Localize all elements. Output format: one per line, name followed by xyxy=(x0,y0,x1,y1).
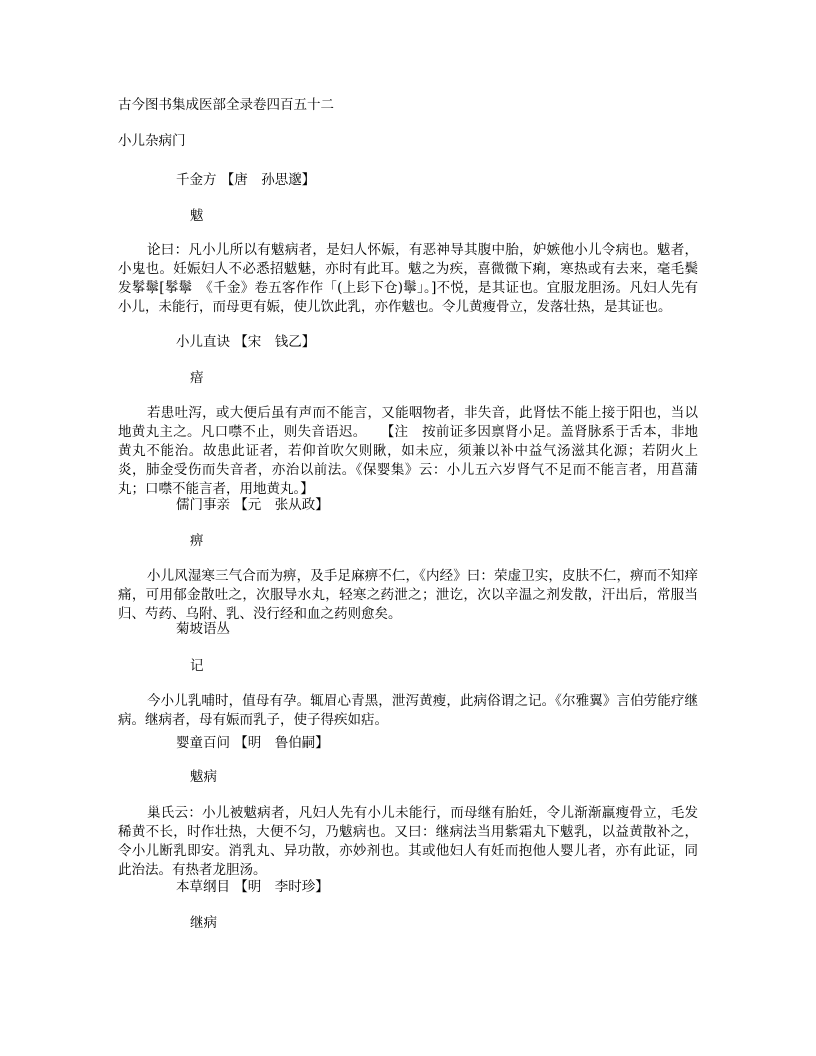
source-heading: 千金方 【唐 孙思邈】 xyxy=(176,172,316,188)
body-paragraph: 论曰：凡小儿所以有魃病者，是妇人怀娠，有恶神导其腹中胎，妒嫉他小儿令病也。魃者，小鬼也。妊娠妇人不必悉招魃魅，亦时有此耳。魃之为疾，喜微微下痢，寒热或有去来，毫毛鬓发鬇鬡[鬇鬡 《千金》卷五客作作「(上髟下仓)鬡」。]不悦，是其证也。宜服龙胆汤。凡妇人先有小儿，未能行，而母更有娠，使儿饮此乳，亦作魃也。令儿黄瘦骨立，发落壮热，是其证也。 xyxy=(118,242,698,315)
topic-heading: 魃病 xyxy=(190,769,217,785)
body-paragraph: 小儿风湿寒三气合而为痹，及手足麻痹不仁，《内经》曰：荣虚卫实，皮肤不仁，痹而不知痒痛，可用郁金散吐之，次服导水丸，轻寒之药泄之；泄讫，次以辛温之剂发散，汗出后，常服当归、芍药、乌附、乳、没行经和血之药则愈矣。 xyxy=(118,568,698,622)
topic-heading: 瘖 xyxy=(190,370,204,386)
topic-heading: 痹 xyxy=(190,533,204,549)
source-heading: 儒门事亲 【元 张从政】 xyxy=(176,497,329,513)
source-heading: 婴童百问 【明 鲁伯嗣】 xyxy=(176,735,329,751)
section-title: 小儿杂病门 xyxy=(118,133,186,149)
topic-heading: 魃 xyxy=(190,208,204,224)
book-title: 古今图书集成医部全录卷四百五十二 xyxy=(118,97,334,113)
source-heading: 菊坡语丛 xyxy=(176,621,230,637)
body-paragraph: 巢氏云：小儿被魃病者，凡妇人先有小儿未能行，而母继有胎妊，令儿渐渐羸瘦骨立，毛发稀黄不长，时作壮热，大便不匀，乃魃病也。又曰：继病法当用紫霜丸下魃乳，以益黄散补之，令小儿断乳即安。消乳丸、异功散，亦妙剂也。其或他妇人有妊而抱他人婴儿者，亦有此证，同此治法。有热者龙胆汤。 xyxy=(118,805,698,878)
body-paragraph: 若患吐泻，或大便后虽有声而不能言，又能咽物者，非失音，此肾怯不能上接于阳也，当以地黄丸主之。凡口噤不止，则失音语迟。 【注 按前证多因禀肾小足。盖肾脉系于舌本，非地黄丸不能治。故患此证者，若仰首吹欠则瞅，如未应，须兼以补中益气汤滋其化源；若阴火上炎，肺金受伤而失音者，亦治以前法。《保婴集》云：小儿五六岁肾气不足而不能言者，用菖蒲丸；口噤不能言者，用地黄丸。】 xyxy=(118,405,698,497)
topic-heading: 继病 xyxy=(190,915,217,931)
source-heading: 小儿直诀 【宋 钱乙】 xyxy=(176,334,316,350)
topic-heading: 记 xyxy=(190,658,204,674)
source-heading: 本草纲目 【明 李时珍】 xyxy=(176,879,329,895)
body-paragraph: 今小儿乳哺时，值母有孕。辄眉心青黑，泄泻黄瘦，此病俗谓之记。《尔雅翼》言伯劳能疗继病。继病者，母有娠而乳子，使子得疾如痁。 xyxy=(118,693,698,728)
